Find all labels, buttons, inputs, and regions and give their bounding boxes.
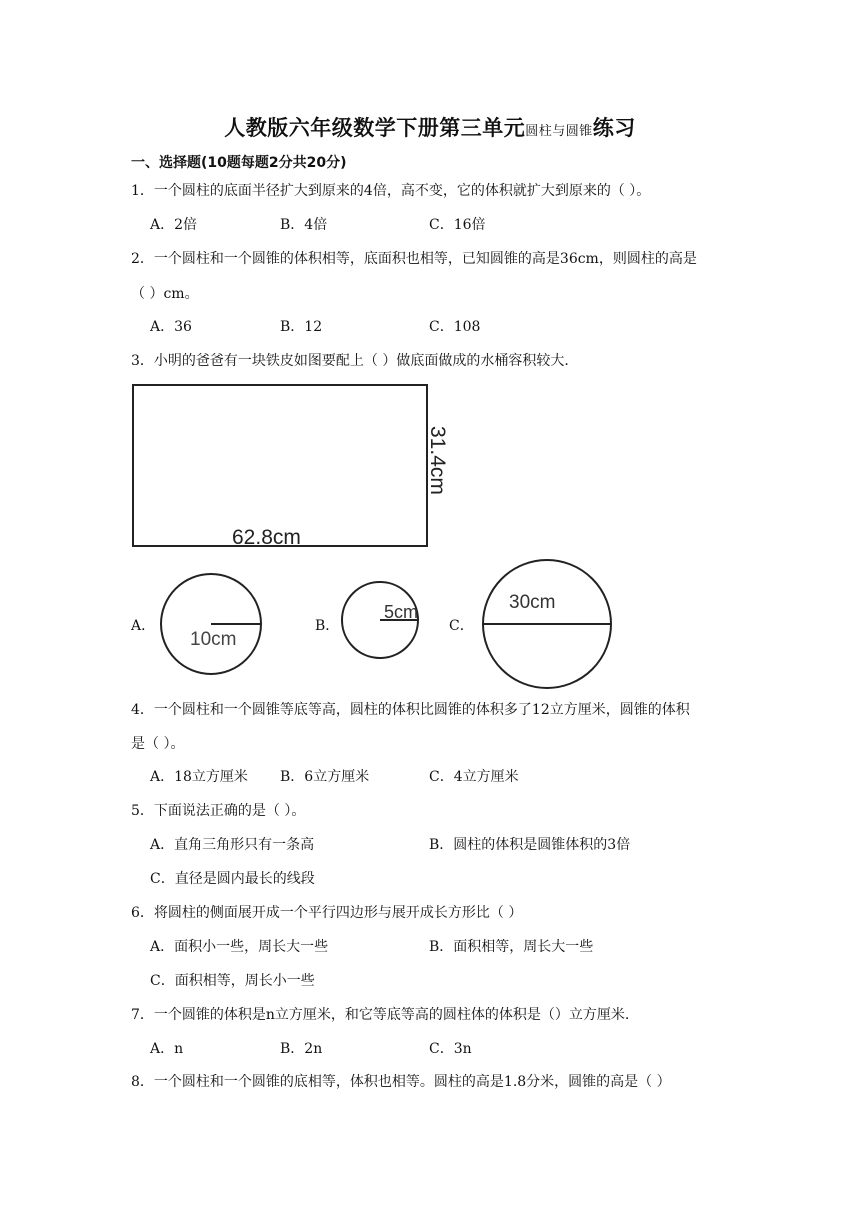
circle-b-label: 5cm bbox=[384, 602, 419, 622]
question-5-text: 5．下面说法正确的是（ ）。 bbox=[131, 803, 306, 819]
q7-option-c: C．3n bbox=[429, 1041, 472, 1057]
q1-option-b: B．4倍 bbox=[280, 217, 328, 233]
title-main-prefix: 人教版六年级数学下册第三单元 bbox=[224, 116, 526, 140]
page-title bbox=[0, 112, 860, 142]
question-2-text-cont: （ ）cm。 bbox=[131, 286, 199, 302]
circle-c-label: 30cm bbox=[509, 592, 556, 613]
q3-option-b: B． bbox=[315, 618, 340, 634]
question-7-text: 7．一个圆锥的体积是n立方厘米，和它等底等高的圆柱体的体积是（）立方厘米. bbox=[131, 1007, 630, 1023]
q1-option-c: C．16倍 bbox=[429, 217, 486, 233]
sheet-height-label: 31.4cm bbox=[426, 426, 449, 495]
q3-option-c: C． bbox=[449, 618, 474, 634]
sheet-width-label: 62.8cm bbox=[232, 526, 301, 549]
q7-option-b: B．2n bbox=[280, 1041, 323, 1057]
q6-option-c: C．面积相等，周长小一些 bbox=[150, 973, 315, 989]
sheet-rectangle bbox=[133, 385, 427, 546]
q5-option-c: C．直径是圆内最长的线段 bbox=[150, 871, 315, 887]
q2-option-b: B．12 bbox=[280, 319, 323, 335]
q4-option-c: C．4立方厘米 bbox=[429, 769, 519, 785]
q4-option-b: B．6立方厘米 bbox=[280, 769, 370, 785]
sheet-figure bbox=[120, 378, 460, 553]
circle-c-figure bbox=[478, 555, 618, 690]
q1-option-a: A．2倍 bbox=[150, 217, 198, 233]
q6-option-b: B．面积相等，周长大一些 bbox=[429, 939, 594, 955]
question-8-text: 8．一个圆柱和一个圆锥的底相等，体积也相等。圆柱的高是1.8分米，圆锥的高是（ ） bbox=[131, 1074, 671, 1090]
question-6-text: 6．将圆柱的侧面展开成一个平行四边形与展开成长方形比（ ） bbox=[131, 905, 523, 921]
question-2-text: 2．一个圆柱和一个圆锥的体积相等，底面积也相等，已知圆锥的高是36cm，则圆柱的高是 bbox=[131, 251, 697, 267]
q6-option-a: A．面积小一些，周长大一些 bbox=[150, 939, 329, 955]
question-4-text-cont: 是（ ）。 bbox=[131, 736, 185, 752]
title-main-suffix: 练习 bbox=[592, 116, 636, 140]
question-1-text: 1．一个圆柱的底面半径扩大到原来的4倍，高不变，它的体积就扩大到原来的（ ）。 bbox=[131, 183, 651, 199]
q5-option-a: A．直角三角形只有一条高 bbox=[150, 837, 315, 853]
circle-b-figure bbox=[340, 580, 430, 665]
title-subject: 圆柱与圆锥 bbox=[525, 124, 593, 139]
circle-a-label: 10cm bbox=[190, 629, 237, 650]
q7-option-a: A．n bbox=[150, 1041, 184, 1057]
question-3-text: 3．小明的爸爸有一块铁皮如图要配上（ ）做底面做成的水桶容积较大. bbox=[131, 353, 569, 369]
circle-a-figure bbox=[155, 568, 270, 683]
q2-option-c: C．108 bbox=[429, 319, 481, 335]
q5-option-b: B．圆柱的体积是圆锥体积的3倍 bbox=[429, 837, 631, 853]
q3-option-a: A． bbox=[131, 618, 156, 634]
q4-option-a: A．18立方厘米 bbox=[150, 769, 248, 785]
question-4-text: 4．一个圆柱和一个圆锥等底等高，圆柱的体积比圆锥的体积多了12立方厘米，圆锥的体积 bbox=[131, 702, 690, 718]
section-heading: 一、选择题(10题每题2分共20分) bbox=[131, 155, 347, 171]
q2-option-a: A．36 bbox=[150, 319, 192, 335]
